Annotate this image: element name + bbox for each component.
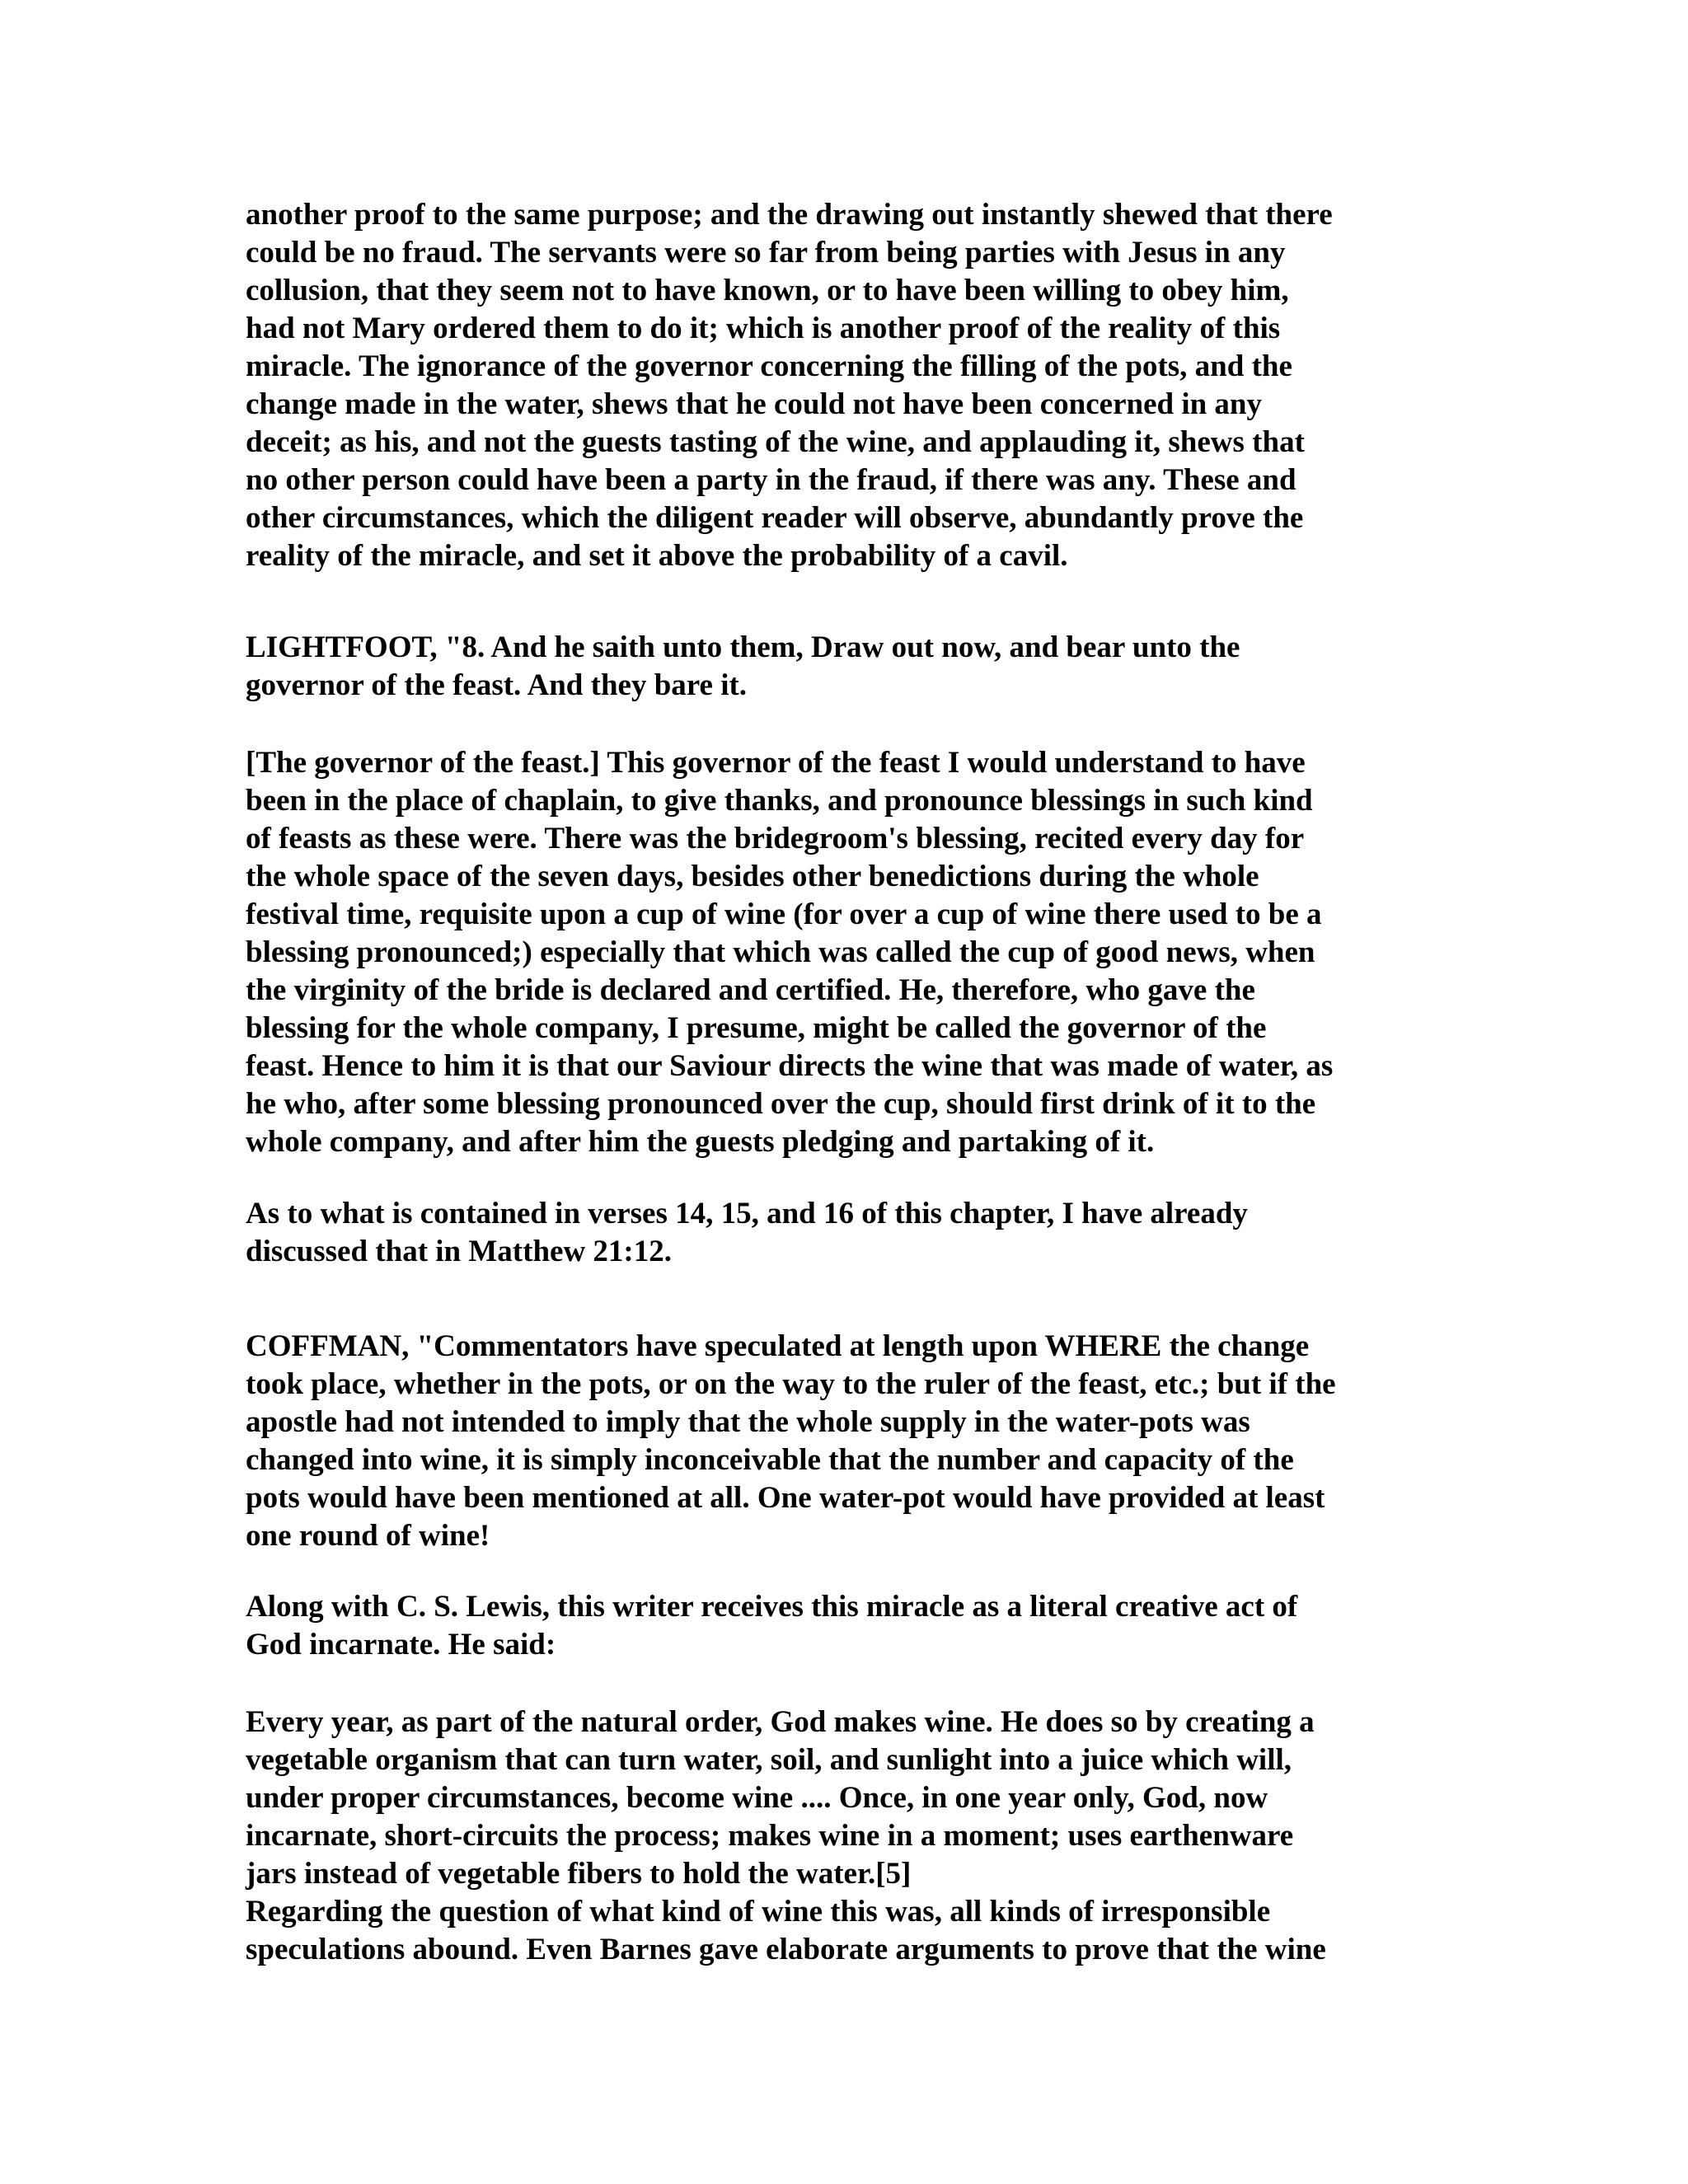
text-line: festival time, requisite upon a cup of wine (for over a cup of wine there used to be a [246, 898, 1322, 931]
text-line: Every year, as part of the natural order, God makes wine. He does so by creating a [246, 1705, 1315, 1739]
paragraph-lightfoot-heading [246, 629, 1449, 705]
text-line: change made in the water, shews that he could not have been concerned in any [246, 387, 1263, 421]
text-line: blessing pronounced;) especially that which was called the cup of good news, when [246, 935, 1315, 969]
text-line: apostle had not intended to imply that the whole supply in the water-pots was [246, 1405, 1250, 1439]
text-line: LIGHTFOOT, "8. And he saith unto them, Draw out now, and bear unto the [246, 630, 1240, 664]
text-line: God incarnate. He said: [246, 1628, 556, 1661]
text-line: discussed that in Matthew 21:12. [246, 1235, 672, 1268]
text-line: another proof to the same purpose; and the drawing out instantly shewed that there [246, 198, 1333, 232]
text-line: vegetable organism that can turn water, soil, and sunlight into a juice which will, [246, 1743, 1292, 1777]
text-line: under proper circumstances, become wine .... Once, in one year only, God, now [246, 1781, 1268, 1815]
paragraph-lewis-quote [246, 1704, 1449, 1969]
text-line: governor of the feast. And they bare it. [246, 668, 748, 702]
text-line: incarnate, short-circuits the process; makes wine in a moment; uses earthenware [246, 1819, 1294, 1853]
text-line: [The governor of the feast.] This governor of the feast I would understand to have [246, 746, 1306, 780]
text-line: speculations abound. Even Barnes gave elaborate arguments to prove that the wine [246, 1933, 1326, 1966]
text-line: could be no fraud. The servants were so far from being parties with Jesus in any [246, 236, 1286, 269]
text-line: the whole space of the seven days, besides other benedictions during the whole [246, 860, 1259, 893]
text-line: feast. Hence to him it is that our Saviour directs the wine that was made of water, as [246, 1049, 1334, 1083]
paragraph-governor-of-feast [246, 744, 1449, 1161]
text-line: no other person could have been a party in the fraud, if there was any. These and [246, 463, 1296, 497]
text-line: one round of wine! [246, 1519, 490, 1553]
paragraph-verses-note [246, 1195, 1449, 1271]
text-line: collusion, that they seem not to have known, or to have been willing to obey him, [246, 274, 1289, 307]
text-line: changed into wine, it is simply inconceivable that the number and capacity of the [246, 1443, 1294, 1477]
text-line: been in the place of chaplain, to give thanks, and pronounce blessings in such kind [246, 784, 1313, 818]
text-line: As to what is contained in verses 14, 15, and 16 of this chapter, I have already [246, 1197, 1248, 1230]
text-line: other circumstances, which the diligent reader will observe, abundantly prove the [246, 501, 1304, 535]
text-line: of feasts as these were. There was the bridegroom's blessing, recited every day for [246, 822, 1305, 855]
text-line: blessing for the whole company, I presume, might be called the governor of the [246, 1011, 1267, 1045]
text-line: miracle. The ignorance of the governor concerning the filling of the pots, and the [246, 349, 1292, 383]
paragraph-cs-lewis [246, 1588, 1449, 1664]
text-line: Regarding the question of what kind of wine this was, all kinds of irresponsible [246, 1895, 1271, 1929]
text-line: jars instead of vegetable fibers to hold the water.[5] [246, 1857, 912, 1891]
text-line: Along with C. S. Lewis, this writer receives this miracle as a literal creative act of [246, 1590, 1298, 1624]
text-line: reality of the miracle, and set it above the probability of a cavil. [246, 539, 1068, 573]
text-line: had not Mary ordered them to do it; which is another proof of the reality of this [246, 312, 1281, 345]
text-line: COFFMAN, "Commentators have speculated at length upon WHERE the change [246, 1329, 1310, 1363]
text-line: deceit; as his, and not the guests tasting of the wine, and applauding it, shews that [246, 425, 1305, 459]
text-line: he who, after some blessing pronounced over the cup, should first drink of it to the [246, 1087, 1316, 1121]
paragraph-fraud-proof [246, 196, 1449, 575]
paragraph-coffman [246, 1328, 1449, 1555]
text-line: whole company, and after him the guests pledging and partaking of it. [246, 1125, 1155, 1159]
text-line: took place, whether in the pots, or on the way to the ruler of the feast, etc.; but if the [246, 1367, 1336, 1401]
text-line: the virginity of the bride is declared and certified. He, therefore, who gave the [246, 973, 1255, 1007]
text-line: pots would have been mentioned at all. One water-pot would have provided at least [246, 1481, 1325, 1515]
